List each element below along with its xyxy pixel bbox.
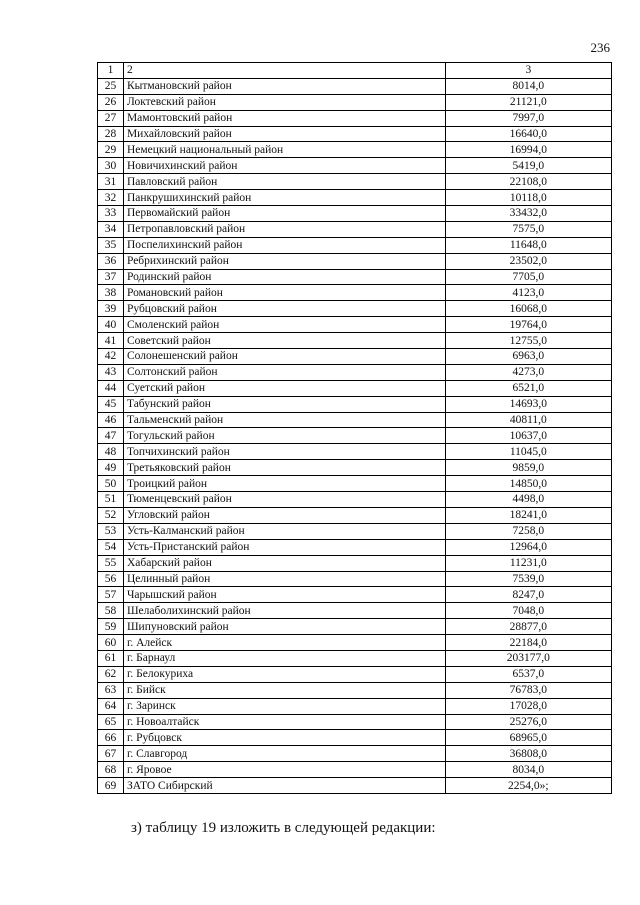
amount-value: 19764,0 [445, 317, 611, 333]
table-row [98, 730, 612, 746]
district-name: Суетский район [123, 380, 445, 396]
amount-value: 25276,0 [445, 714, 611, 730]
table-row [98, 778, 612, 794]
row-number: 38 [98, 285, 124, 301]
district-name: Первомайский район [123, 206, 445, 222]
amount-value: 4498,0 [445, 492, 611, 508]
table-row [98, 142, 612, 158]
table-row [98, 126, 612, 142]
amount-value: 68965,0 [445, 730, 611, 746]
amount-value: 11648,0 [445, 237, 611, 253]
row-number: 46 [98, 412, 124, 428]
row-number: 36 [98, 253, 124, 269]
row-number: 27 [98, 110, 124, 126]
amount-value: 16994,0 [445, 142, 611, 158]
district-name: Смоленский район [123, 317, 445, 333]
row-number: 45 [98, 396, 124, 412]
table-row [98, 762, 612, 778]
row-number: 51 [98, 492, 124, 508]
amount-value: 23502,0 [445, 253, 611, 269]
table-row [98, 206, 612, 222]
amount-value: 8014,0 [445, 78, 611, 94]
row-number: 50 [98, 476, 124, 492]
table-row [98, 714, 612, 730]
row-number: 35 [98, 237, 124, 253]
table-row [98, 412, 612, 428]
row-number: 54 [98, 539, 124, 555]
district-name: Тальменский район [123, 412, 445, 428]
amount-value: 7997,0 [445, 110, 611, 126]
amount-value: 10637,0 [445, 428, 611, 444]
district-name: Шелаболихинский район [123, 603, 445, 619]
row-number: 56 [98, 571, 124, 587]
district-name: г. Славгород [123, 746, 445, 762]
row-number: 28 [98, 126, 124, 142]
table-row [98, 460, 612, 476]
district-name: Тогульский район [123, 428, 445, 444]
table-row [98, 666, 612, 682]
row-number: 59 [98, 619, 124, 635]
row-number: 66 [98, 730, 124, 746]
amount-value: 4273,0 [445, 364, 611, 380]
table-row [98, 492, 612, 508]
column-header-2: 2 [123, 63, 445, 79]
district-name: Ребрихинский район [123, 253, 445, 269]
amount-value: 14693,0 [445, 396, 611, 412]
table-row [98, 555, 612, 571]
table-row [98, 746, 612, 762]
row-number: 25 [98, 78, 124, 94]
district-name: Троицкий район [123, 476, 445, 492]
row-number: 26 [98, 94, 124, 110]
row-number: 43 [98, 364, 124, 380]
district-name: Локтевский район [123, 94, 445, 110]
row-number: 39 [98, 301, 124, 317]
table-row [98, 698, 612, 714]
amount-value: 22108,0 [445, 174, 611, 190]
amount-value: 7575,0 [445, 221, 611, 237]
district-name: Павловский район [123, 174, 445, 190]
row-number: 58 [98, 603, 124, 619]
district-name: Солонешенский район [123, 349, 445, 365]
row-number: 68 [98, 762, 124, 778]
table-row [98, 619, 612, 635]
district-name: Немецкий национальный район [123, 142, 445, 158]
amount-value: 9859,0 [445, 460, 611, 476]
table-header-row [98, 63, 612, 79]
district-name: г. Барнаул [123, 650, 445, 666]
row-number: 29 [98, 142, 124, 158]
row-number: 49 [98, 460, 124, 476]
row-number: 69 [98, 778, 124, 794]
table-row [98, 190, 612, 206]
row-number: 57 [98, 587, 124, 603]
amount-value: 16068,0 [445, 301, 611, 317]
amount-value: 8034,0 [445, 762, 611, 778]
amount-value: 22184,0 [445, 635, 611, 651]
row-number: 30 [98, 158, 124, 174]
row-number: 31 [98, 174, 124, 190]
amount-value: 28877,0 [445, 619, 611, 635]
amount-value: 7048,0 [445, 603, 611, 619]
row-number: 63 [98, 682, 124, 698]
table-row [98, 94, 612, 110]
district-name: Солтонский район [123, 364, 445, 380]
table-row [98, 237, 612, 253]
column-header-3: 3 [445, 63, 611, 79]
row-number: 60 [98, 635, 124, 651]
district-name: Усть-Пристанский район [123, 539, 445, 555]
district-name: г. Рубцовск [123, 730, 445, 746]
row-number: 62 [98, 666, 124, 682]
row-number: 52 [98, 507, 124, 523]
amount-value: 4123,0 [445, 285, 611, 301]
page-number: 236 [590, 40, 610, 55]
table-row [98, 253, 612, 269]
district-name: Поспелихинский район [123, 237, 445, 253]
table-row [98, 349, 612, 365]
row-number: 44 [98, 380, 124, 396]
district-name: Мамонтовский район [123, 110, 445, 126]
amount-value: 33432,0 [445, 206, 611, 222]
column-header-1: 1 [98, 63, 124, 79]
table-body [98, 78, 612, 793]
table-row [98, 317, 612, 333]
amount-value: 10118,0 [445, 190, 611, 206]
district-name: Шипуновский район [123, 619, 445, 635]
table-row [98, 158, 612, 174]
row-number: 32 [98, 190, 124, 206]
amount-value: 6537,0 [445, 666, 611, 682]
footer-instruction: з) таблицу 19 изложить в следующей редакции: [131, 820, 436, 836]
district-name: Чарышский район [123, 587, 445, 603]
amount-value: 16640,0 [445, 126, 611, 142]
row-number: 53 [98, 523, 124, 539]
district-name: ЗАТО Сибирский [123, 778, 445, 794]
amount-value: 203177,0 [445, 650, 611, 666]
row-number: 64 [98, 698, 124, 714]
district-name: Топчихинский район [123, 444, 445, 460]
row-number: 61 [98, 650, 124, 666]
table-row [98, 285, 612, 301]
table-row [98, 380, 612, 396]
table-row [98, 539, 612, 555]
district-name: Родинский район [123, 269, 445, 285]
table-row [98, 682, 612, 698]
row-number: 65 [98, 714, 124, 730]
table-row [98, 507, 612, 523]
row-number: 42 [98, 349, 124, 365]
district-name: Романовский район [123, 285, 445, 301]
table-row [98, 78, 612, 94]
district-name: г. Алейск [123, 635, 445, 651]
district-name: г. Новоалтайск [123, 714, 445, 730]
amount-value: 8247,0 [445, 587, 611, 603]
district-name: Усть-Калманский район [123, 523, 445, 539]
table-row [98, 444, 612, 460]
table-row [98, 221, 612, 237]
row-number: 67 [98, 746, 124, 762]
amount-value: 6963,0 [445, 349, 611, 365]
district-name: Тюменцевский район [123, 492, 445, 508]
district-name: Третьяковский район [123, 460, 445, 476]
district-name: Петропавловский район [123, 221, 445, 237]
district-name: Угловский район [123, 507, 445, 523]
amount-value: 40811,0 [445, 412, 611, 428]
district-name: г. Бийск [123, 682, 445, 698]
district-name: Табунский район [123, 396, 445, 412]
table-row [98, 396, 612, 412]
amount-value: 17028,0 [445, 698, 611, 714]
amount-value: 7539,0 [445, 571, 611, 587]
row-number: 37 [98, 269, 124, 285]
district-name: г. Заринск [123, 698, 445, 714]
data-table [97, 62, 612, 794]
table-row [98, 571, 612, 587]
amount-value: 7705,0 [445, 269, 611, 285]
district-name: Хабарский район [123, 555, 445, 571]
table-row [98, 428, 612, 444]
row-number: 33 [98, 206, 124, 222]
amount-value: 7258,0 [445, 523, 611, 539]
district-name: Михайловский район [123, 126, 445, 142]
row-number: 48 [98, 444, 124, 460]
table-row [98, 333, 612, 349]
district-name: г. Белокуриха [123, 666, 445, 682]
row-number: 55 [98, 555, 124, 571]
amount-value: 12755,0 [445, 333, 611, 349]
table-row [98, 650, 612, 666]
amount-value: 6521,0 [445, 380, 611, 396]
amount-value: 11231,0 [445, 555, 611, 571]
amount-value: 76783,0 [445, 682, 611, 698]
row-number: 34 [98, 221, 124, 237]
table-row [98, 476, 612, 492]
table-row [98, 110, 612, 126]
district-name: Кытмановский район [123, 78, 445, 94]
amount-value: 36808,0 [445, 746, 611, 762]
table-row [98, 301, 612, 317]
district-name: Панкрушихинский район [123, 190, 445, 206]
table-row [98, 587, 612, 603]
row-number: 41 [98, 333, 124, 349]
district-name: Советский район [123, 333, 445, 349]
district-name: Рубцовский район [123, 301, 445, 317]
amount-value: 18241,0 [445, 507, 611, 523]
amount-value: 5419,0 [445, 158, 611, 174]
district-name: Новичихинский район [123, 158, 445, 174]
amount-value: 12964,0 [445, 539, 611, 555]
table-row [98, 603, 612, 619]
amount-value: 21121,0 [445, 94, 611, 110]
district-name: г. Яровое [123, 762, 445, 778]
amount-value: 11045,0 [445, 444, 611, 460]
row-number: 40 [98, 317, 124, 333]
table-row [98, 523, 612, 539]
amount-value: 14850,0 [445, 476, 611, 492]
table-row [98, 635, 612, 651]
table-row [98, 364, 612, 380]
table-row [98, 269, 612, 285]
table-row [98, 174, 612, 190]
district-name: Целинный район [123, 571, 445, 587]
row-number: 47 [98, 428, 124, 444]
amount-value: 2254,0»; [445, 778, 611, 794]
